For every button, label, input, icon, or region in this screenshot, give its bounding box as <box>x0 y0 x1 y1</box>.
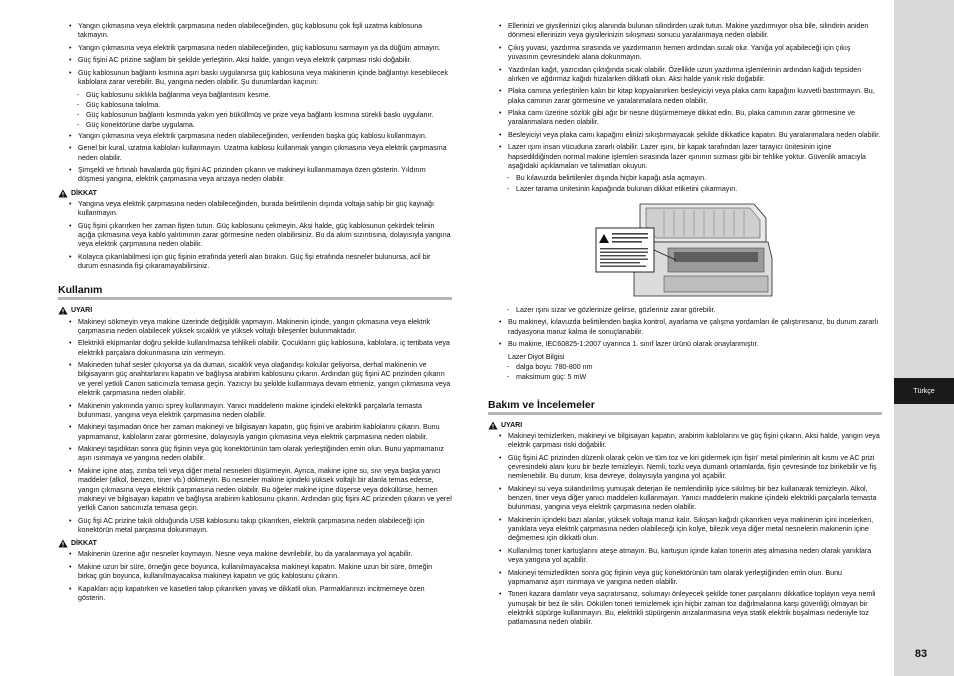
list-item: • Besleyiciyi veya plaka camı kapağını elinizi sıkıştırmayacak şekilde dikkatlice kapatın. Bu yaralanmalara neden olabilir. <box>498 131 882 140</box>
list-item: • Plaka camına yerleştirilen kalın bir kitap kopyalanırken besleyiciyi veya plaka camı kapağını kuvvetli bastırmayın. Bu, plaka camının zarar görmesine ve yaralanmalara neden olabilir. <box>498 87 882 106</box>
safety-list <box>498 22 882 171</box>
list-item: • Makineyi temizlerken, makineyi ve bilgisayarı kapatın, arabirim kablolarını ve güç fişini çıkarın. Aksi halde, yangın veya elektrik çarpması riski doğabilir. <box>498 432 882 451</box>
warning-triangle-icon <box>58 539 68 548</box>
intro-list <box>68 22 452 87</box>
right-column <box>488 22 882 631</box>
laser-info-title: Lazer Diyot Bilgisi <box>508 352 565 361</box>
list-item: • Makinenin yakınında yanıcı sprey kullanmayın. Yanıcı maddelerin makine içindeki elektrikli parçalarla temasta bulunması, yangına veya elektrik çarpmasına neden olabilir. <box>68 402 452 421</box>
list-item: • Plaka camı üzerine sözlük gibi ağır bir nesne düşürmemeye dikkat edin. Bu, plaka camının zarar görmesine ve yaralanmalara neden olabilir. <box>498 109 882 128</box>
laser-class-list <box>498 318 882 349</box>
printer-laser-illustration <box>594 200 774 300</box>
laser-specs <box>498 363 882 383</box>
list-item: • Makinenin içindeki bazı alanlar, yüksek voltaja maruz kalır. Sıkışan kağıdı çıkarırken veya makinenin içini incelerken, yanıklara veya elektrik çarpmasına neden olabileceği için kolye, bilezik veya diğer metal nesnelerin makinenin içine değmemesi için dikkatli olun. <box>498 516 882 544</box>
list-item: • Şimşekli ve fırtınalı havalarda güç fişini AC prizinden çıkarın ve makineyi kullanmamaya özen gösterin. Yıldırım düşmesi yangına, elektrik çarpmasına veya arızaya neden olabilir. <box>68 166 452 185</box>
list-item: • Toneri kazara damlatır veya saçratırsanız, solumayı önleyecek şekilde toner parçalarını dikkatlice toplayın veya nemli yumuşak bir bez ile silin. Dökülen toneri temizlemek için hiçbir zaman toz dağılmalarına karşı güvenliği olmayan bir elektrikli süpürge kullanmayın. Bu, elektrikli süpürgenin arızalanmasına veya statik elektrik boşalması nedeniyle toz patlamasına neden olabilir. <box>498 590 882 627</box>
list-item: • Güç fişini AC prizine sağlam bir şekilde yerleştirin. Aksi halde, yangın veya elektrik çarpması riski doğabilir. <box>68 56 452 65</box>
left-column <box>58 22 452 607</box>
sub-list-item: - Bu kılavuzda belirtilenler dışında hiçbir kapağı asla açmayın. <box>498 174 882 183</box>
list-item: • Makineyi su veya sulandırılmış yumuşak deterjan ile nemlendirilip iyice sıkılmış bir bez kullanarak temizleyin. Alkol, benzen, tiner veya diğer yanıcı maddeleri kullanmayın. Yanıcı maddelerin makine içindeki elektrikli parçalarla temasta bulunması, yangına veya elektrik çarpmasına neden olabilir. <box>498 485 882 513</box>
section-title-maintenance: Bakım ve İncelemeler <box>488 399 882 415</box>
list-item: • Lazer ışını insan vücuduna zararlı olabilir. Lazer ışını, bir kapak tarafından lazer tarayıcı ünitesinin içine hapsedildiğinden normal makine işlemleri sırasında lazer ışınının sızması gibi bir tehlike yoktur. Güvenlik amacıyla aşağıdaki açıklamaları ve talimatları okuyun. <box>498 143 882 171</box>
warning-heading: UYARI <box>58 306 452 315</box>
list-item: • Elektrikli ekipmanlar doğru şekilde kullanılmazsa tehlikeli olabilir. Çocukların güç kablosuna, kablolara, iç tertibata veya elektrikli parçalara dokunmasına izin vermeyin. <box>68 339 452 358</box>
list-item: • Kolayca çıkarılabilmesi için güç fişinin etrafında yeterli alan bırakın. Güç fişi etrafında nesneler bulunursa, acil bir durum esnasında fişi çıkaramayabilirsiniz. <box>68 253 452 272</box>
maintenance-list <box>498 432 882 628</box>
list-item: • Güç fişi AC prizine takılı olduğunda USB kablosunu takıp çıkarırken, elektrik çarpmasına neden olabileceği için konektörün metal parçasına dokunmayın. <box>68 517 452 536</box>
spec-item: - maksimum güç: 5 mW <box>498 373 882 382</box>
list-item: • Makinenin üzerine ağır nesneler koymayın. Nesne veya makine devrilebilir, bu da yaralanmaya yol açabilir. <box>68 550 452 559</box>
list-item: • Makine içine ataş, zımba teli veya diğer metal nesneleri düşürmeyin. Ayrıca, makine içine su, sıvı veya başka yanıcı maddeler (alkol, benzen, tiner vb.) dökmeyin. Bu nesneler makine içindeki yüksek voltajlı bir alanla temas ederse, yangın çıkmasına veya elektrik çarpmasına neden olabilir. Bu öğeler makine içine düşerse veya döküllürse, hemen makineyi ve bilgisayarı kapatın ve bağlıysa arabirim kablosunu çıkarın. Ardından güç fişini AC prizinden çıkarın ve yerel yetkili Canon satıcınızla temasa geçin. <box>68 467 452 513</box>
page-number: 83 <box>914 648 928 660</box>
list-item: • Makineden tuhaf sesler çıkıyorsa ya da duman, sıcaklık veya olağandışı kokular geliyorsa, derhal makinenin ve bilgisayarın güç anahtarlarını kapatın ve bağlıysa arabirim kablosunu çıkarın. Ardından güç fişini AC prizinden çıkarın ve yerel yetkili Canon satıcınızla temasa geçin. Yazıcıyı bu şekilde kullanmaya devam etmeniz, yangın çıkmasına veya elektrik çarpmasına neden olabilir. <box>68 361 452 398</box>
list-item: • Makine uzun bir süre, örneğin gece boyunca, kullanılmayacaksa makineyi kapatın. Makine uzun bir süre, örneğin birkaç gün boyunca, kullanılmayacaksa makineyi kapatın ve güç kablosunu çıkarın. <box>68 563 452 582</box>
caution-heading-2: DİKKAT <box>58 539 452 548</box>
avoid-list <box>68 91 452 131</box>
list-item: • Ellerinizi ve giysilerinizi çıkış alanında bulunan silindirden uzak tutun. Makine yazdırmıyor olsa bile, silindirin aniden dönmesi ellerinizin veya giysilerinizin sıkışması sonucu yaralanmaya neden olabilir. <box>498 22 882 41</box>
list-item: • Makineyi taşıdıktan sonra güç fişinin veya güç konektörünün tam olarak yerleştiğinden emin olun. Bunu yapmamanız aşırı ısınmaya ve yangına neden olabilir. <box>68 445 452 464</box>
spec-item: - dalga boyu: 780-800 nm <box>498 363 882 372</box>
warning-triangle-icon <box>58 306 68 315</box>
sub-list-item: - Güç kablosunu sıklıkla bağlanma veya bağlantısını kesme. <box>68 91 452 100</box>
caution-list <box>68 200 452 271</box>
list-item: • Kapakları açıp kapatırken ve kasetleri takıp çıkarırken yavaş ve dikkatli olun. Parmaklarınızı incitmemeye özen gösterin. <box>68 585 452 604</box>
warning-triangle-icon <box>488 421 498 430</box>
list-item: • Yazdırılan kağıt, yazıcıdan çıktığında sıcak olabilir. Özellikle uzun yazdırma işlemlerinin ardından kağıdı tepsiden alırken ve ağdırmaz kağıdı hizalarken dikkatli olun. Aksi halde yanık riski doğabilir. <box>498 66 882 85</box>
list-item: • Yangın çıkmasına veya elektrik çarpmasına neden olabileceğinden, güç kablosunu sarmayın ya da düğüm atmayın. <box>68 44 452 53</box>
list-item: • Bu makineyi, kılavuzda belirtilenden başka kontrol, ayarlama ve çalışma yordamları ile çalıştırırsanız, bu durum zararlı radyasyona maruz kalma ile sonuçlanabilir. <box>498 318 882 337</box>
list-item: • Makineyi temizledikten sonra güç fişinin veya güç konektörünün tam olarak yerleştiğinden emin olun. Bunu yapmamanız aşırı ısınmaya ve yangına neden olabilir. <box>498 569 882 588</box>
list-item: • Güç fişini AC prizinden düzenli olarak çekin ve tüm toz ve kiri gidermek için fişin' metal pimlerinin alt kısmı ve AC prizi çevresindeki alanı kuru bir bezle temizleyin. Nemli, tozlu veya dumanlı ortamlarda, fişin çevresinde toz birikebilir ve fiş nemlenebilir. Bu durum, kısa devreye, dolayısıyla yangına yol açabilir. <box>498 454 882 482</box>
list-item: • Yangın çıkmasına veya elektrik çarpmasına neden olabileceğinden, verilenden başka güç kablosu kullanmayın. <box>68 132 452 141</box>
list-item: • Yangın çıkmasına veya elektrik çarpmasına neden olabileceğinden, güç kablosunu çok fişli uzatma kablosuna takmayın. <box>68 22 452 41</box>
sub-list-item: - Lazer tarama ünitesinin kapağında bulunan dikkat etiketini çıkarmayın. <box>498 185 882 194</box>
list-item: • Güç fişini çıkarırken her zaman fişten tutun. Güç kablosunu çekmeyin. Aksi halde, güç kablosunun çekirdek telinin açığa çıkmasına veya kablo yalıtımının zarar görmesine neden olabilirsiniz. Bu da akım sızıntısına, dolayısıyla yangına veya elektrik çarpmasına neden olabilir. <box>68 222 452 250</box>
language-tab[interactable]: Türkçe <box>894 378 954 404</box>
sub-list-item: - Güç kablosunun bağlantı kısmında yakın yeri büküllmüş ve prize veya bağlantı kısmına sürekli baskı uygulanır. <box>68 111 452 120</box>
list-item: • Çıkış yuvası, yazdırma sırasında ve yazdırmanın hemen ardından sıcak olur. Yanığa yol açabileceği için çıkış yuvasının çevresindeki alana dokunmayın. <box>498 44 882 63</box>
list-item: • Bu makine, IEC60825-1:2007 uyarınca 1. sınıf lazer ürünü olarak onaylanmıştır. <box>498 340 882 349</box>
caution-list-2 <box>68 550 452 603</box>
usage-list <box>68 318 452 536</box>
list-item: • Güç kablosunun bağlantı kısmına aşırı baskı uygulanırsa güç kablosuna veya makinenin içinde bağlantıyı kesebilecek kablolara zarar verebilir. Bu, yangına neden olabilir. Şu durumlardan kaçının: <box>68 69 452 88</box>
list-item: • Makineyi sökmeyin veya makine üzerinde değişiklik yapmayın. Makinenin içinde, yangın çıkmasına veya elektrik çarpmasına neden olabilecek yüksek sıcaklık ve yüksek voltajlı bileşenler bulunmaktadır. <box>68 318 452 337</box>
list-item: • Makineyi taşımadan önce her zaman makineyi ve bilgisayarı kapatın, güç fişini ve arabirim kablolarını çıkarın. Bunu yapmamanız, kabloların zarar görmesine, dolayısıyla yangın çıkmasına veya elektrik çarpmasına neden olabilir. <box>68 423 452 442</box>
laser-dash-item: - Lazer ışını sızar ve gözlerinize gelirse, gözleriniz zarar görebilir. <box>498 306 882 315</box>
section-title-usage: Kullanım <box>58 284 452 300</box>
language-sidebar <box>894 0 954 676</box>
laser-label-figure <box>594 200 774 300</box>
list-item: • Yangına veya elektrik çarpmasına neden olabileceğinden, burada belirtilenin dışında voltaja sahip bir güç kaynağı kullanmayın. <box>68 200 452 219</box>
sub-list-item: - Güç konektörüne darbe uygulama. <box>68 121 452 130</box>
warning-triangle-icon <box>58 189 68 198</box>
warning-heading: UYARI <box>488 421 882 430</box>
caution-heading: DİKKAT <box>58 189 452 198</box>
laser-dash-list <box>498 174 882 194</box>
sub-list-item: - Güç kablosuna takılma. <box>68 101 452 110</box>
list-item: • Genel bir kural, uzatma kabloları kullanmayın. Uzatma kablosu kullanmak yangın çıkmasına veya elektrik çarpmasına neden olabilir. <box>68 144 452 163</box>
intro-list-2 <box>68 132 452 185</box>
list-item: • Kullanılmış toner kartuşlarını ateşe atmayın. Bu, kartuşun içinde kalan tonerin ateş almasına neden olarak yanıklara veya yangına yol açabilir. <box>498 547 882 566</box>
